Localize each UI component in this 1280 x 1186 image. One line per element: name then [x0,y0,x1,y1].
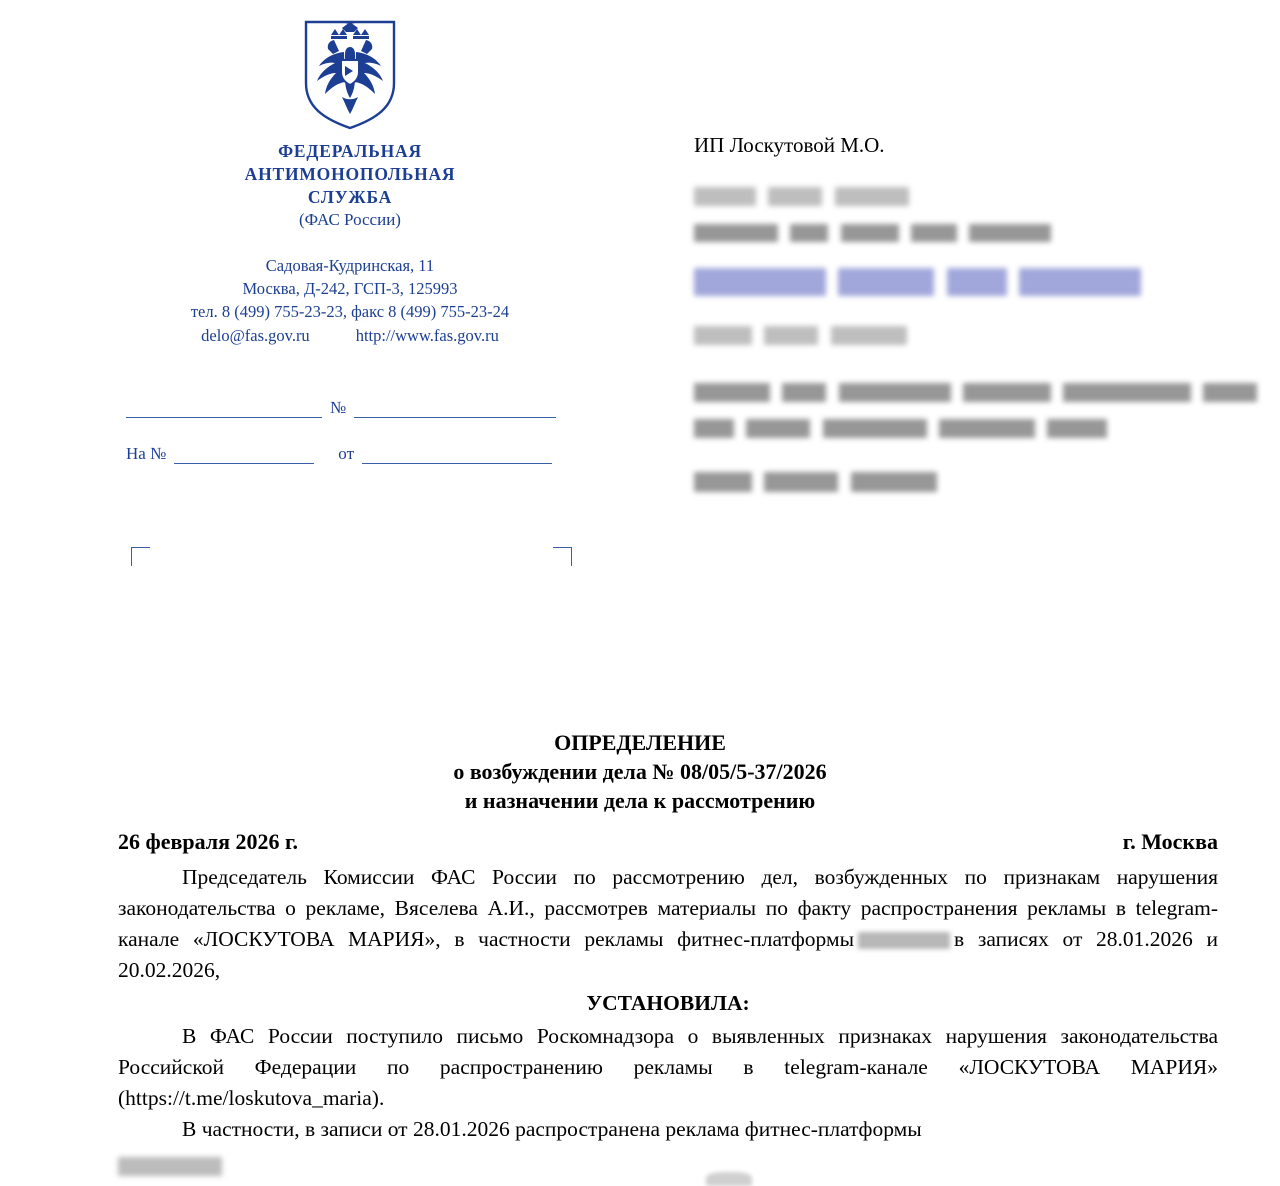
address-phone: тел. 8 (499) 755-23-23, факс 8 (499) 755-23-24 [190,302,510,322]
addressee-name: ИП Лоскутовой М.О. [694,133,885,157]
address-city: Москва, Д-242, ГСП-3, 125993 [242,279,458,299]
addressee-redacted-address [694,181,1214,494]
page-bottom-cut-glyph [706,1172,752,1186]
russian-coat-of-arms-double-headed-eagle-icon [297,18,403,132]
bracket-mark-left [131,547,150,566]
resolution-heading: УСТАНОВИЛА: [586,990,750,1015]
from-label: от [338,444,355,463]
org-line-2: АНТИМОНОПОЛЬНАЯ [244,163,456,184]
organization-address [120,254,580,346]
document-title-line-1: ОПРЕДЕЛЕНИЕ [554,730,726,755]
org-line-1: ФЕДЕРАЛЬНАЯ [278,141,422,161]
bracket-mark-right [553,547,572,566]
on-number-field[interactable] [174,446,314,464]
on-number-label: На № [126,444,167,463]
paragraph-preamble [118,862,1218,986]
from-date-field[interactable] [362,446,552,464]
org-line-3: СЛУЖБА [307,186,393,207]
letterhead [120,18,580,347]
document-dateline [118,829,1218,855]
outgoing-date-field[interactable] [126,400,322,418]
document-body [118,862,1218,1145]
paragraph-2: В ФАС России поступило письмо Роскомнадзора о выявленных признаках нарушения законодательства Российской Федерации по распространению рекламы в telegram-канале «ЛОСКУТОВА МАРИЯ» (https://t.me/loskutova_maria). [118,1023,1218,1110]
website-link[interactable]: http://www.fas.gov.ru [355,325,499,345]
email-link[interactable]: delo@fas.gov.ru [201,325,310,345]
organization-short-name: (ФАС России) [299,210,401,230]
redacted-platform-name [858,932,950,949]
outgoing-number-row [126,390,576,418]
addressee-block [694,132,1214,503]
address-street: Садовая-Кудринская, 11 [265,256,435,276]
document-city: г. Москва [1122,829,1218,854]
redacted-platform-name-bottom [118,1157,222,1176]
paragraph-preamble-part1: Председатель Комиссии ФАС России по рассмотрению дел, возбужденных по признакам нарушения законодательства о рекламе, Вяселева А.И., рассмотрев материалы по факту распространения рекламы в telegram-канале «ЛОСКУТОВА МАРИЯ», в частности рекламы фитнес-платформы [118,865,1218,951]
document-date: 26 февраля 2026 г. [118,829,299,854]
organization-name [120,140,580,208]
document-title [0,728,1280,815]
document-title-line-2: о возбуждении дела № 08/05/5-37/2026 [453,759,827,785]
number-label: № [330,398,347,417]
paragraph-3: В частности, в записи от 28.01.2026 распространена реклама фитнес-платформы [182,1116,922,1141]
document-title-line-3: и назначении дела к рассмотрению [464,788,816,814]
outgoing-number-field[interactable] [354,400,556,418]
letterhead-reference-fields [126,390,576,464]
incoming-number-row [126,436,576,464]
paragraph-preamble-part2: в записях от 28.01.2026 и 20.02.2026, [118,926,1219,982]
